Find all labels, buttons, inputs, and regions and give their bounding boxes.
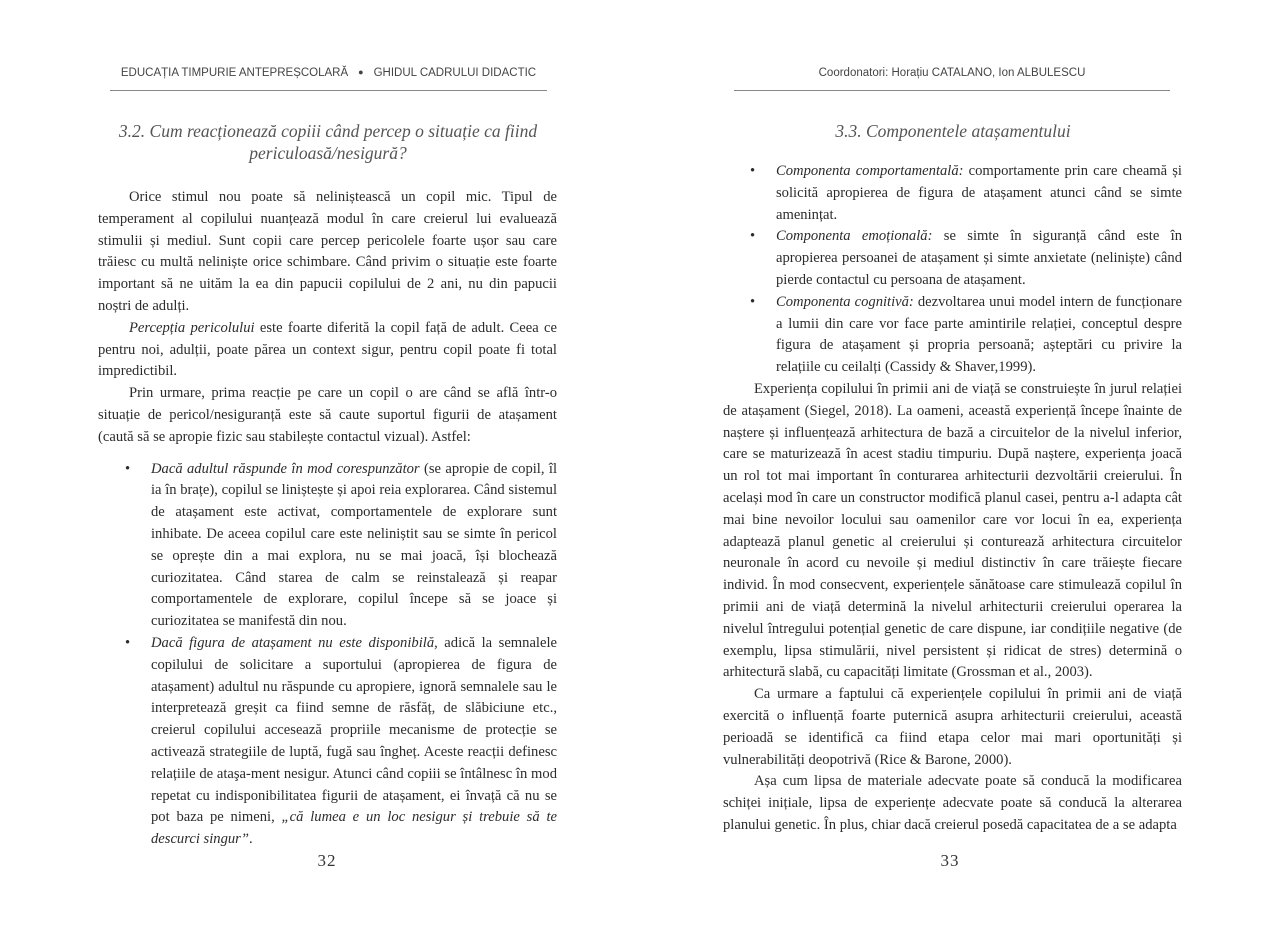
- section-title: 3.2. Cum reacționează copiii când percep o situație ca fiind periculoasă/nesigură?: [118, 121, 538, 163]
- paragraph: Așa cum lipsa de materiale adecvate poate să conducă la modificarea schiței inițiale, lipsa de experiențe adecvate poate să conducă la alterarea planului genetic. În plus, chiar dacă creierul posedă capacitatea de a se adapta: [723, 773, 1182, 833]
- emphasis: Componenta cognitivă:: [776, 293, 914, 310]
- list-item: • Componenta comportamentală: comportamente prin care cheamă și solicită apropierea de figura de atașament atunci când se simte amenințat.: [750, 163, 1182, 223]
- right-page: [640, 0, 1280, 927]
- quote: „că lumea e un loc nesigur și trebuie să te descurci singur”: [151, 809, 557, 848]
- list-item: • Dacă adultul răspunde în mod corespunzător (se apropie de copil, îl ia în brațe), copilul se liniștește și apoi reia explorarea. Când sistemul de atașament este activat, comportamentele de explorare sunt inhibate. De aceea copilul care este neliniștit sau se simte în pericol se oprește din a mai explora, nu se mai joacă, își blochează curiozitatea. Când starea de calm se reinstalează și reapar comportamentele de explorare, copilul începe să se joace și curiozitatea se manifestă din nou.: [125, 460, 557, 630]
- paragraph: Orice stimul nou poate să neliniștească un copil mic. Tipul de temperament al copilului nuanțează modul în care creierul lui evaluează stimulii și mediul. Sunt copii care percep pericolele foarte ușor sau care trăiesc cu multă neliniște orice schimbare. Când privim o situație este foarte important să ne uităm la ea din papucii copilului de 2 ani, nu din papucii noștri de adulți.: [98, 189, 557, 314]
- paragraph: Percepția pericolului este foarte diferită la copil față de adult. Ceea ce pentru noi, adulții, poate părea un context sigur, pentru copil poate fi total impredictibil.: [98, 319, 557, 380]
- running-header: [110, 67, 547, 79]
- running-header: Coordonatori: Horațiu CATALANO, Ion ALBULESCU: [818, 67, 1086, 79]
- emphasis: Componenta emoțională:: [776, 228, 933, 245]
- body-text: [98, 187, 557, 851]
- page-number: 33: [940, 851, 960, 870]
- bullet-marker: •: [125, 460, 131, 477]
- paragraph: Prin urmare, prima reacție pe care un copil o are când se află într-o situație de pericol/nesiguranță este să caute suportul figurii de atașament (caută să se apropie fizic sau stabilește contactul vizual). Astfel:: [98, 385, 557, 445]
- emphasis: Componenta comportamentală:: [776, 163, 964, 179]
- header-title: EDUCAȚIA TIMPURIE ANTEPREȘCOLARĂ: [120, 67, 349, 79]
- paragraph: Ca urmare a faptului că experiențele copilului în primii ani de viață exercită o influență foarte puternică asupra arhitecturii creierului, această perioadă se identifică ca fiind etapa celor mai mari oportunități și vulnerabilități deopotrivă (Rice & Barone, 2000).: [723, 686, 1182, 768]
- emphasis: Dacă adultul răspunde în mod corespunzător: [151, 460, 420, 477]
- list-item: • Componenta cognitivă: dezvoltarea unui model intern de funcționare a lumii din care vor face parte amintirile relației, conceptul despre figura de atașament și propria persoană; așteptări cu privire la relațiile cu ceilalți (Cassidy & Shaver,1999).: [750, 293, 1182, 376]
- bullet-marker: •: [750, 293, 756, 310]
- emphasis: Dacă figura de atașament nu este disponibilă: [151, 634, 435, 651]
- header-subtitle: GHIDUL CADRULUI DIDACTIC: [373, 67, 537, 79]
- bullet-list: [723, 161, 1182, 379]
- page-number: 32: [317, 851, 337, 870]
- bullet-list: [98, 459, 557, 851]
- header-rule: [734, 90, 1170, 91]
- section-title: 3.3. Componentele atașamentului: [835, 121, 1071, 141]
- list-item: • Componenta emoțională: se simte în siguranță când este în apropierea persoanei de atașament și simte anxietate (neliniște) când pierde contactul cu persoana de atașament.: [750, 228, 1182, 288]
- bullet-marker: •: [750, 163, 756, 179]
- header-rule: [110, 90, 547, 91]
- bullet-marker: •: [125, 634, 131, 651]
- bullet-marker: •: [750, 228, 756, 245]
- emphasis: Percepția pericolului: [129, 319, 255, 336]
- body-text: [723, 161, 1182, 837]
- paragraph: Experiența copilului în primii ani de viață se construiește în jurul relației de atașament (Siegel, 2018). La oameni, această experiență începe înainte de naștere și influențează arhitectura de bază a circuitelor de la nivelul inferior, care se maturizează în acest stadiu timpuriu. După naștere, experiența joacă un rol tot mai important în conturarea arhitecturii dezvoltării creierului. În același mod în care un constructor modifică planul casei, pentru a-l adapta cât mai bine nevoilor locului sau oamenilor care vor locui în ea, experiența adaptează planul genetic al creierului și contureazǎ arhitectura circuitelor neuronale în acord cu nevoile și mediul distinctiv în care trăiește fiecare individ. În mod consecvent, experiențele sănătoase care stimulează copilul în primii ani de viață determină la nivelul arhitecturii creierului operarea la nivelul întregului potențial genetic de care dispune, iar condițiile negative (de exemplu, lipsa stimulării, nivel persistent și ridicat de stres) determină o arhitectură slabă, cu capacități limitate (Grossman et al., 2003).: [723, 380, 1182, 681]
- list-item: • Dacă figura de atașament nu este disponibilă, adică la semnalele copilului de solicitare a suportului (apropierea de figura de atașament) adultul nu răspunde cu apropiere, ignoră semnalele sau le interpretează greșit ca fiind semne de răsfăț, de slăbiciune etc., creierul copilului accesează propriile mecanisme de protecție se activează strategiile de luptă, fugă sau îngheț. Aceste reacții definesc relațiile de ataşa-ment nesigur. Atunci când copiii se întâlnesc în mod repetat cu indisponibilitatea figurii de atașament, ei învață că nu se pot baza pe nimeni, „că lumea e un loc nesigur și trebuie să te descurci singur”.: [125, 634, 557, 848]
- header-separator: ●: [358, 67, 364, 77]
